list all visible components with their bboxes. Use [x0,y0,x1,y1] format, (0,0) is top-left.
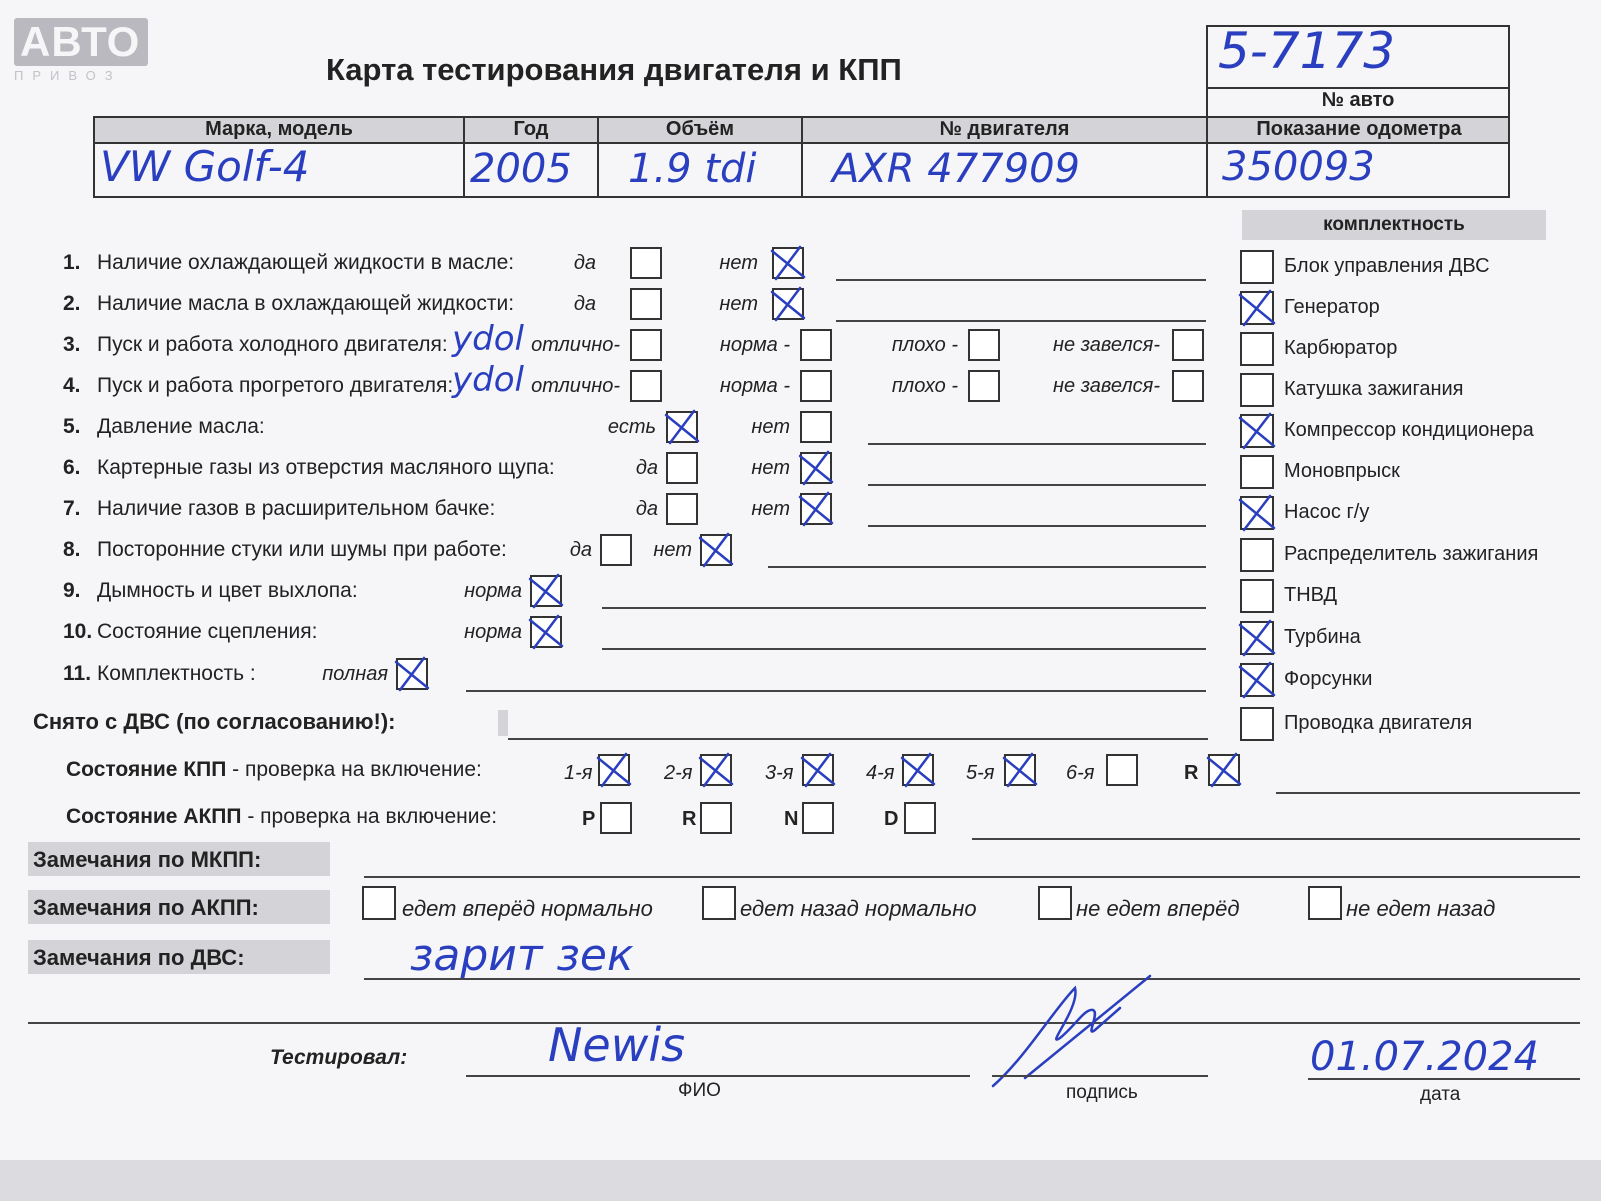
answer-line[interactable] [868,443,1206,445]
question-text: Посторонние стуки или шумы при работе: [97,538,507,561]
kpp-label [66,758,482,782]
header-make-model: Марка, модель [205,118,353,140]
header-volume: Объём [665,118,735,140]
completeness-item: Карбюратор [1284,337,1398,359]
option-checkbox[interactable] [1172,329,1204,361]
completeness-item: Распределитель зажигания [1284,543,1539,565]
question-row [63,497,495,521]
question-number: 6. [63,456,81,479]
akpp-mode-label: P [582,808,596,830]
question-number: 5. [63,415,81,438]
completeness-checkbox[interactable] [1240,250,1274,284]
completeness-checkbox[interactable] [1240,291,1274,325]
answer-line[interactable] [466,690,1206,692]
akpp-option-checkbox[interactable] [1308,886,1342,920]
completeness-checkbox[interactable] [1240,414,1274,448]
kpp-gear-label: 4-я [866,762,895,784]
answer-line[interactable] [768,566,1206,568]
kpp-gear-checkbox[interactable] [1208,754,1240,786]
date-value: 01.07.2024 [1310,1034,1540,1080]
question-row [63,620,317,644]
option-checkbox[interactable] [772,288,804,320]
akpp-option-label: едет назад нормально [740,896,977,921]
kpp-gear-checkbox[interactable] [598,754,630,786]
question-number: 1. [63,251,81,274]
option-label: да [635,457,658,479]
option-label: да [573,252,596,274]
remarks-dvs-line-2[interactable] [28,1022,1580,1024]
completeness-checkbox[interactable] [1240,538,1274,572]
answer-line[interactable] [836,279,1206,281]
option-label: не завелся- [1053,375,1160,397]
option-checkbox[interactable] [968,370,1000,402]
question-number: 7. [63,497,81,520]
question-number: 3. [63,333,81,356]
answer-line[interactable] [836,320,1206,322]
logo-sub: ПРИВОЗ [14,68,122,83]
completeness-item: Турбина [1284,626,1361,648]
car-id-label: № авто [1321,89,1395,111]
option-checkbox[interactable] [396,658,428,690]
question-text: Давление масла: [97,415,265,438]
completeness-item: Катушка зажигания [1284,378,1464,400]
kpp-gear-label: 6-я [1066,762,1095,784]
header-engine-number: № двигателя [939,118,1070,140]
completeness-item: Форсунки [1284,668,1373,690]
akpp-mode-label: N [784,808,799,830]
remarks-mkpp-line[interactable] [364,876,1580,878]
kpp-gear-checkbox[interactable] [902,754,934,786]
question-number: 11. [63,662,92,685]
option-label: отлично- [531,375,620,397]
question-row [63,415,265,439]
question-text: Картерные газы из отверстия масляного щупа: [97,456,555,479]
option-label: норма - [719,375,790,397]
removed-bar [498,710,508,736]
question-number: 10. [63,620,93,643]
car-id-value: 5-7173 [1218,22,1396,80]
completeness-header: комплектность [1242,210,1546,240]
option-label: есть [607,416,656,438]
question-text: Комплектность : [97,662,256,685]
akpp-line[interactable] [972,838,1580,840]
completeness-checkbox[interactable] [1240,579,1274,613]
option-checkbox[interactable] [530,575,562,607]
akpp-option-checkbox[interactable] [1038,886,1072,920]
kpp-label-bold: Состояние КПП [66,758,227,781]
kpp-gear-checkbox[interactable] [1106,754,1138,786]
completeness-checkbox[interactable] [1240,707,1274,741]
completeness-item: Проводка двигателя [1284,712,1473,734]
option-label: да [569,539,592,561]
option-label: полная [322,663,388,685]
value-odometer: 350093 [1222,144,1375,190]
completeness-checkbox[interactable] [1240,621,1274,655]
question-row [63,579,358,603]
option-label: нет [751,498,790,520]
completeness-item: Генератор [1284,296,1380,318]
signature [985,968,1155,1090]
question-row [63,662,256,686]
kpp-label-rest: - проверка на включение: [226,758,482,781]
question-number: 2. [63,292,81,315]
value-volume: 1.9 tdi [628,146,757,192]
option-label: да [635,498,658,520]
akpp-mode-label: R [682,808,697,830]
tested-label: Тестировал: [270,1046,408,1069]
kpp-gear-label: R [1184,762,1199,784]
header-odometer: Показание одометра [1256,118,1462,140]
option-checkbox[interactable] [968,329,1000,361]
kpp-gear-label: 1-я [564,762,593,784]
question-number: 4. [63,374,81,397]
completeness-checkbox[interactable] [1240,332,1274,366]
avto-privoz-logo [14,18,148,83]
question-row [63,333,448,357]
date-line[interactable] [1308,1078,1580,1080]
option-label: плохо - [891,375,958,397]
option-label: нет [719,252,758,274]
kpp-gear-label: 3-я [765,762,794,784]
kpp-gear-label: 2-я [664,762,693,784]
remarks-dvs-line[interactable] [364,978,1580,980]
akpp-label [66,805,497,829]
akpp-option-label: едет вперёд нормально [402,896,653,921]
option-label: норма [464,621,522,643]
option-checkbox[interactable] [800,452,832,484]
completeness-checkbox[interactable] [1240,373,1274,407]
question-text: Пуск и работа холодного двигателя: [97,333,448,356]
logo-main: АВТО [14,18,148,66]
remarks-dvs-label: Замечания по ДВС: [33,945,245,970]
option-checkbox[interactable] [800,493,832,525]
completeness-item: ТНВД [1284,584,1338,606]
option-label: плохо - [891,334,958,356]
value-year: 2005 [470,146,572,192]
akpp-mode-checkbox[interactable] [600,802,632,834]
bottom-edge [0,1160,1601,1201]
akpp-option-checkbox[interactable] [362,886,396,920]
answer-line[interactable] [602,648,1206,650]
answer-line[interactable] [868,525,1206,527]
completeness-checkbox[interactable] [1240,455,1274,489]
option-checkbox[interactable] [800,411,832,443]
question-text: Пуск и работа прогретого двигателя: [97,374,454,397]
completeness-checkbox[interactable] [1240,496,1274,530]
kpp-gear-checkbox[interactable] [802,754,834,786]
completeness-item: Моновпрыск [1284,460,1400,482]
akpp-label-bold: Состояние АКПП [66,805,242,828]
option-label: да [573,293,596,315]
signature-line[interactable] [992,1075,1208,1077]
removed-line[interactable] [508,738,1208,740]
akpp-option-checkbox[interactable] [702,886,736,920]
question-handwritten-note: ydol [452,319,524,359]
option-label: нет [653,539,692,561]
question-text: Состояние сцепления: [97,620,318,643]
answer-line[interactable] [868,484,1206,486]
option-label: не завелся- [1053,334,1160,356]
remarks-akpp-label: Замечания по АКПП: [33,895,259,920]
fio-line[interactable] [466,1075,970,1077]
kpp-line[interactable] [1276,792,1580,794]
akpp-option-label: не едет вперёд [1076,896,1240,921]
value-engine-number: AXR 477909 [832,146,1080,192]
fio-label: ФИО [678,1080,721,1101]
question-handwritten-note: ydol [452,360,524,400]
akpp-mode-checkbox[interactable] [802,802,834,834]
option-label: нет [751,457,790,479]
question-text: Наличие охлаждающей жидкости в масле: [97,251,515,274]
completeness-item: Блок управления ДВС [1284,255,1490,277]
header-year: Год [513,118,549,140]
signature-label: подпись [1066,1082,1138,1103]
remarks-dvs-value: зарит зек [410,930,634,981]
akpp-mode-label: D [884,808,899,830]
tester-name: Newis [548,1018,686,1072]
date-label: дата [1420,1084,1461,1105]
kpp-gear-checkbox[interactable] [700,754,732,786]
question-number: 8. [63,538,81,561]
question-text: Дымность и цвет выхлопа: [97,579,358,602]
remarks-mkpp-label: Замечания по МКПП: [33,847,262,872]
option-label: нет [751,416,790,438]
question-text: Наличие газов в расширительном бачке: [97,497,496,520]
question-text: Наличие масла в охлаждающей жидкости: [97,292,515,315]
completeness-checkbox[interactable] [1240,663,1274,697]
option-checkbox[interactable] [700,534,732,566]
removed-label: Снято с ДВС (по согласованию!): [33,709,396,734]
completeness-item: Насос г/у [1284,501,1370,523]
value-make-model: VW Golf-4 [100,142,310,191]
kpp-gear-label: 5-я [966,762,995,784]
akpp-label-rest: - проверка на включение: [241,805,498,828]
akpp-option-label: не едет назад [1346,896,1496,921]
option-label: норма - [719,334,790,356]
completeness-item: Компрессор кондиционера [1284,419,1534,441]
option-label: норма [464,580,522,602]
akpp-mode-checkbox[interactable] [700,802,732,834]
option-label: отлично- [531,334,620,356]
option-label: нет [719,293,758,315]
question-row [63,374,453,398]
kpp-gear-checkbox[interactable] [1004,754,1036,786]
akpp-mode-checkbox[interactable] [904,802,936,834]
question-number: 9. [63,579,81,602]
answer-line[interactable] [602,607,1206,609]
option-checkbox[interactable] [772,247,804,279]
page-title: Карта тестирования двигателя и КПП [326,52,902,87]
option-checkbox[interactable] [1172,370,1204,402]
question-row [63,456,555,480]
option-checkbox[interactable] [530,616,562,648]
